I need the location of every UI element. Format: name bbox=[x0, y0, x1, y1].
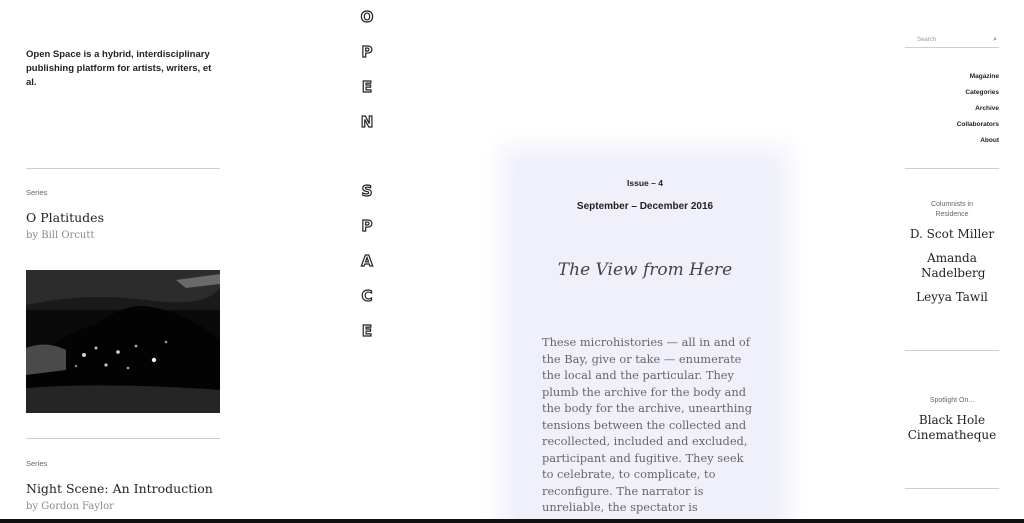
issue-number: Issue – 4 bbox=[627, 178, 663, 188]
columnist-link[interactable]: Amanda Nadelberg bbox=[921, 251, 986, 280]
divider bbox=[905, 488, 999, 489]
logo-letter: A bbox=[361, 252, 373, 270]
issue-title[interactable]: The View from Here bbox=[557, 260, 733, 280]
post-title-o-platitudes[interactable]: O Platitudes bbox=[26, 210, 104, 225]
nav-item-categories[interactable]: Categories bbox=[965, 89, 999, 96]
columnist-link[interactable]: Leyya Tawil bbox=[916, 290, 988, 304]
search-icon[interactable]: ⌕ bbox=[993, 36, 997, 43]
post-category-label: Series bbox=[26, 459, 48, 468]
divider bbox=[26, 168, 220, 169]
logo-letter: O bbox=[360, 8, 374, 26]
tree-night-photo bbox=[26, 270, 220, 413]
post-author[interactable]: by Bill Orcutt bbox=[26, 230, 95, 241]
logo-letter: N bbox=[360, 113, 374, 131]
issue-dates: September – December 2016 bbox=[576, 201, 714, 212]
search-placeholder: Search bbox=[917, 37, 937, 43]
nav-item-archive[interactable]: Archive bbox=[975, 105, 999, 112]
spotlight-label: Spotlight On... bbox=[929, 397, 975, 404]
site-tagline: Open Space is a hybrid, interdisciplinary publishing platform for artists, writers, et al. bbox=[26, 49, 212, 88]
logo-letter: E bbox=[361, 78, 373, 96]
columnists-list bbox=[893, 227, 1011, 314]
nav-item-magazine[interactable]: Magazine bbox=[969, 73, 999, 80]
logo-letter: S bbox=[361, 182, 373, 200]
logo-letter: P bbox=[361, 43, 373, 61]
divider bbox=[905, 168, 999, 169]
logo-letter: E bbox=[361, 322, 373, 340]
spotlight-title[interactable]: Black Hole Cinematheque bbox=[907, 413, 997, 442]
nav-item-collaborators[interactable]: Collaborators bbox=[956, 121, 999, 128]
post-author[interactable]: by Gordon Faylor bbox=[26, 501, 114, 512]
logo-letter: P bbox=[361, 217, 373, 235]
post-title-night-scene[interactable]: Night Scene: An Introduction bbox=[26, 481, 213, 496]
nav-item-about[interactable]: About bbox=[980, 137, 999, 144]
search-field[interactable] bbox=[905, 35, 999, 48]
logo-letter: C bbox=[361, 287, 373, 305]
post-thumbnail-image[interactable] bbox=[26, 270, 220, 413]
issue-feature-card[interactable] bbox=[514, 160, 776, 523]
bottom-edge-bar bbox=[0, 519, 1024, 523]
columnist-link[interactable]: D. Scot Miller bbox=[909, 227, 995, 241]
post-category-label: Series bbox=[26, 188, 48, 197]
divider bbox=[905, 350, 999, 351]
main-nav bbox=[957, 69, 999, 149]
issue-description: These microhistories — all in and of the Bay, give or take — enumerate the local and the particular. They plumb the archive for the body and the body for the archive, unearthing tensions between the collected and recollected, included and excluded, participant and fugitive. They seek to celebrate, to complicate, to reconfigure. The narrator is unreliable, the spectator is bbox=[542, 335, 753, 514]
divider bbox=[26, 438, 220, 439]
columnists-label: Columnists in Residence bbox=[930, 201, 973, 218]
